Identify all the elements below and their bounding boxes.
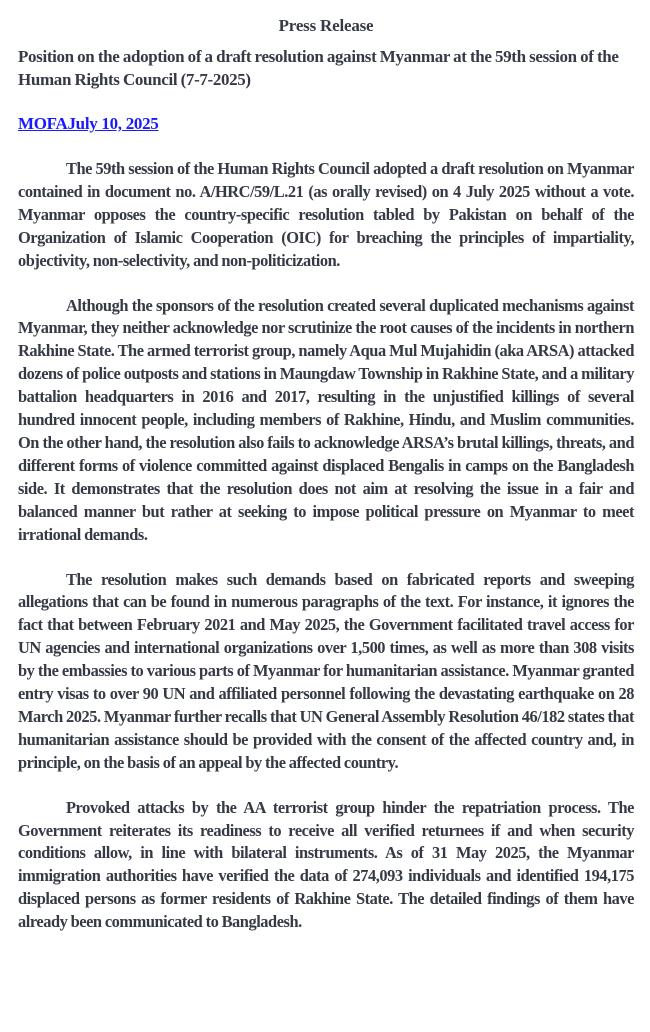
paragraph-1: The 59th session of the Human Rights Council adopted a draft resolution on Myanmar contained in document no. A/HRC/59/L.21 (as orally revised) on 4 July 2025 without a vote. Myanmar opposes the country-specific resolution tabled by Pakistan on behalf of the Organization of Islamic Cooperation (OIC) for breaching the principles of impartiality, objectivity, non-selectivity, and non-politicization. bbox=[18, 159, 634, 270]
byline bbox=[18, 114, 634, 134]
paragraph-2: Although the sponsors of the resolution created several duplicated mechanisms against Myanmar, they neither acknowledge nor scrutinize the root causes of the incidents in northern Rakhine State. The armed terrorist group, namely Aqua Mul Mujahidin (aka ARSA) attacked dozens of police outposts and stations in Maungdaw Township in Rakhine State, and a military battalion headquarters in 2016 and 2017, resulting in the unjustified killings of several hundred innocent people, including members of Rakhine, Hindu, and Muslim communities. On the other hand, the resolution also fails to acknowledge ARSA’s brutal killings, threats, and different forms of violence committed against displaced Bengalis in camps on the Bangladesh side. It demonstrates that the resolution does not aim at resolving the issue in a fair and balanced manner but rather at seeking to impose political pressure on Myanmar to meet irrational demands. bbox=[18, 295, 634, 544]
press-release-label: Press Release bbox=[278, 16, 374, 35]
page-title: Position on the adoption of a draft resolution against Myanmar at the 59th session of the Human Rights Council (7-7-2025) bbox=[18, 47, 619, 89]
byline-link[interactable]: MOFAJuly 10, 2025 bbox=[18, 114, 159, 133]
paragraph-4: Provoked attacks by the AA terrorist group hinder the repatriation process. The Government reiterates its readiness to receive all verified returnees if and when security conditions allow, in line with bilateral instruments. As of 31 May 2025, the Myanmar immigration authorities have verified the data of 274,093 individuals and identified 194,175 displaced persons as former residents of Rakhine State. The detailed findings of them have already been communicated to Bangladesh. bbox=[18, 797, 634, 932]
paragraph-3: The resolution makes such demands based on fabricated reports and sweeping allegations that can be found in numerous paragraphs of the text. For instance, it ignores the fact that between February 2021 and May 2025, the Government facilitated travel access for UN agencies and international organizations over 1,500 times, as well as more than 308 visits by the embassies to various parts of Myanmar for humanitarian assistance. Myanmar granted entry visas to over 90 UN and affiliated personnel following the devastating earthquake on 28 March 2025. Myanmar further recalls that UN General Assembly Resolution 46/182 states that humanitarian assistance should be provided with the consent of the affected country and, in principle, on the basis of an appeal by the affected country. bbox=[18, 569, 634, 772]
